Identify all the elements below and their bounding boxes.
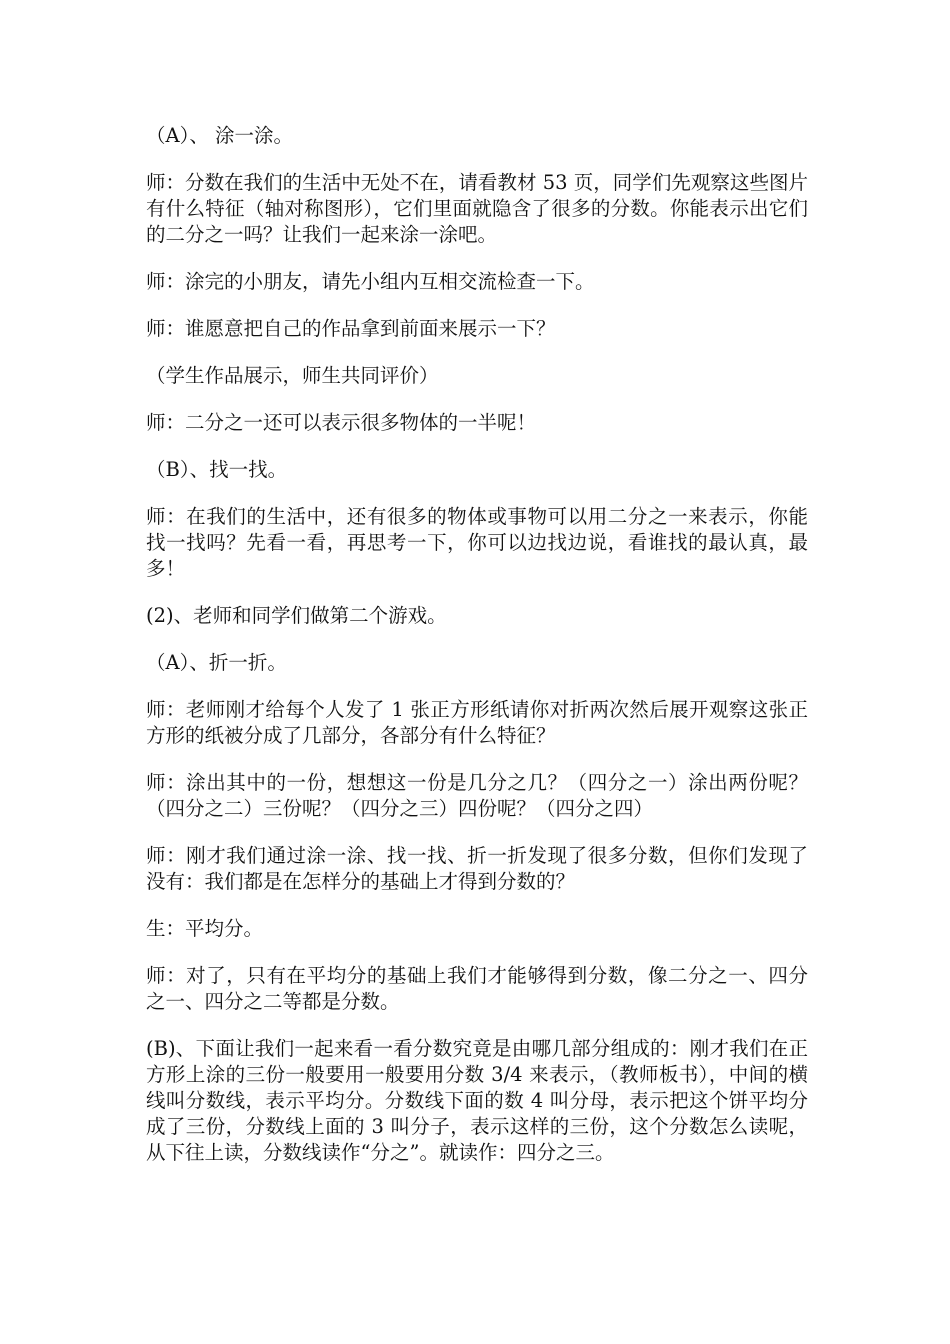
paragraph-fraction-parts: (B)、下面让我们一起来看一看分数究竟是由哪几部分组成的：刚才我们在正方形上涂的三份一般要用一般要用分数 3/4 来表示，（教师板书），中间的横线叫分数线，表示平均分。分数线下面的数 4 叫分母，表示把这个饼平均分成了三份，分数线上面的 3 叫分子，表示这样的三份，这个分数怎么读呢，从下往上读，分数线读作“分之”。就读作：四分之三。 — [146, 1037, 808, 1164]
paragraph-teacher-fold: 师：老师刚才给每个人发了 1 张正方形纸请你对折两次然后展开观察这张正方形的纸被分成了几部分，各部分有什么特征？ — [146, 698, 808, 747]
paragraph-teacher-quarters: 师：涂出其中的一份，想想这一份是几分之几？（四分之一）涂出两份呢？（四分之二）三份呢？（四分之三）四份呢？（四分之四） — [146, 771, 808, 820]
section-heading-a-paint: （A）、 涂一涂。 — [146, 124, 294, 147]
section-heading-b-find: （B）、找一找。 — [146, 458, 288, 481]
paragraph-teacher-check: 师：涂完的小朋友，请先小组内互相交流检查一下。 — [146, 270, 595, 293]
section-heading-game-two: (2)、老师和同学们做第二个游戏。 — [146, 604, 447, 627]
paragraph-teacher-intro: 师：分数在我们的生活中无处不在，请看教材 53 页，同学们先观察这些图片有什么特征（轴对称图形），它们里面就隐含了很多的分数。你能表示出它们的二分之一吗？让我们一起来涂一涂吧。 — [146, 171, 808, 246]
paragraph-teacher-half: 师：二分之一还可以表示很多物体的一半呢！ — [146, 411, 537, 434]
paragraph-teacher-confirm: 师：对了，只有在平均分的基础上我们才能够得到分数，像二分之一、四分之一、四分之二等都是分数。 — [146, 964, 808, 1013]
section-heading-a-fold: （A）、折一折。 — [146, 651, 287, 674]
paragraph-teacher-question: 师：刚才我们通过涂一涂、找一找、折一折发现了很多分数，但你们发现了没有：我们都是在怎样分的基础上才得到分数的？ — [146, 844, 808, 893]
document-body — [146, 123, 808, 1187]
paragraph-student-display: （学生作品展示，师生共同评价） — [146, 364, 439, 387]
paragraph-teacher-show: 师：谁愿意把自己的作品拿到前面来展示一下？ — [146, 317, 556, 340]
paragraph-student-answer: 生：平均分。 — [146, 917, 264, 940]
paragraph-teacher-find: 师：在我们的生活中，还有很多的物体或事物可以用二分之一来表示，你能找一找吗？先看一看，再思考一下，你可以边找边说，看谁找的最认真，最多！ — [146, 505, 808, 580]
